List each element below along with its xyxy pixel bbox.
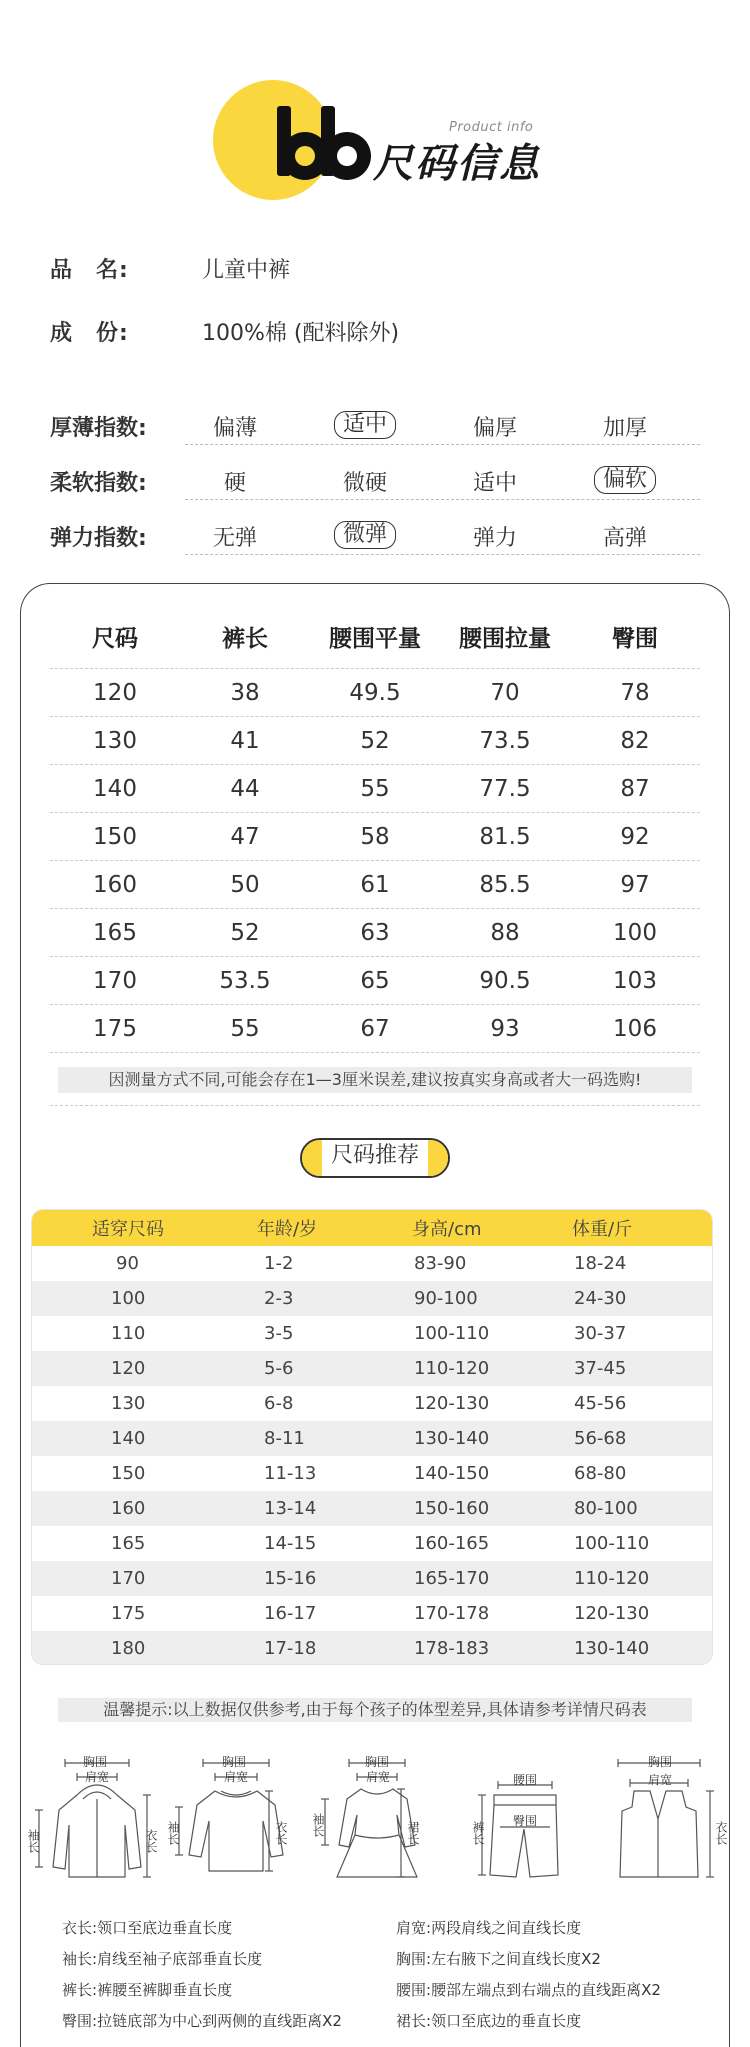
table-cell: 16-17 — [264, 1603, 317, 1624]
table-cell: 165 — [111, 1533, 146, 1554]
table-cell: 165-170 — [414, 1568, 490, 1589]
def-term: 臀围: — [62, 2012, 98, 2030]
table-cell: 82 — [620, 727, 650, 754]
table-row — [32, 1561, 712, 1596]
table-cell: 90.5 — [479, 967, 531, 994]
table-cell: 110-120 — [414, 1358, 490, 1379]
info-row-name — [50, 253, 290, 284]
index-option-selected — [315, 411, 415, 439]
measurement-note: 因测量方式不同,可能会存在1—3厘米误差,建议按真实身高或者大一码选购! — [58, 1067, 692, 1093]
def-term: 腰围: — [396, 1981, 432, 1999]
table-cell: 61 — [360, 871, 390, 898]
table-cell: 63 — [360, 919, 390, 946]
bb-logo-icon — [275, 106, 375, 186]
table-row — [32, 1491, 712, 1526]
def-desc: 肩线至袖子底部垂直长度 — [97, 1950, 263, 1968]
label-chest: 胸围 — [365, 1755, 390, 1769]
table-cell: 110-120 — [574, 1568, 650, 1589]
label-shoulder: 肩宽 — [224, 1770, 249, 1784]
table-cell: 170 — [111, 1568, 146, 1589]
recommend-title-pill — [300, 1138, 450, 1178]
def-term: 胸围: — [396, 1950, 432, 1968]
definition-shoulder — [396, 1917, 581, 1938]
definition-waist — [396, 1979, 661, 2000]
info-label: 品 名: — [50, 258, 129, 283]
index-option-selected — [315, 521, 415, 549]
dashed-divider — [185, 554, 700, 555]
table-cell: 120 — [93, 679, 137, 706]
reference-tip: 温馨提示:以上数据仅供参考,由于每个孩子的体型差异,具体请参考详情尺码表 — [58, 1698, 692, 1722]
label-length: 裤长 — [471, 1821, 485, 1845]
table-cell: 38 — [230, 679, 260, 706]
table-cell: 100-110 — [574, 1533, 650, 1554]
table-cell: 87 — [620, 775, 650, 802]
table-cell: 37-45 — [574, 1358, 627, 1379]
recommend-header-row — [32, 1210, 712, 1246]
table-cell: 56-68 — [574, 1428, 627, 1449]
table-cell: 140-150 — [414, 1463, 490, 1484]
table-cell: 106 — [613, 1015, 657, 1042]
table-cell: 3-5 — [264, 1323, 294, 1344]
table-cell: 30-37 — [574, 1323, 627, 1344]
table-cell: 68-80 — [574, 1463, 627, 1484]
label-shoulder: 肩宽 — [648, 1773, 673, 1787]
definition-chest — [396, 1948, 601, 1969]
def-desc: 左右腋下之间直线长度X2 — [431, 1950, 601, 1968]
brand-logo — [213, 80, 553, 200]
table-row — [50, 861, 700, 909]
table-cell: 83-90 — [414, 1253, 467, 1274]
def-desc: 两段肩线之间直线长度 — [431, 1919, 582, 1937]
selected-marker: 微弹 — [334, 521, 396, 549]
table-cell: 150 — [111, 1463, 146, 1484]
table-cell: 44 — [230, 775, 260, 802]
size-table — [50, 605, 700, 1053]
table-cell: 81.5 — [479, 823, 531, 850]
index-option: 无弹 — [212, 526, 257, 551]
table-cell: 2-3 — [264, 1288, 294, 1309]
selected-marker: 偏软 — [594, 466, 656, 494]
label-shoulder: 肩宽 — [85, 1770, 110, 1784]
table-cell: 110 — [111, 1323, 146, 1344]
label-length: 衣长 — [274, 1821, 288, 1845]
index-option: 硬 — [223, 471, 246, 496]
def-desc: 领口至底边垂直长度 — [97, 1919, 233, 1937]
def-desc: 拉链底部为中心到两侧的直线距离X2 — [97, 2012, 342, 2030]
table-cell: 178-183 — [414, 1638, 490, 1659]
def-term: 裤长: — [62, 1981, 98, 1999]
recommend-table — [31, 1209, 713, 1665]
label-length: 衣长 — [714, 1821, 728, 1845]
definition-pants-length — [62, 1979, 232, 2000]
table-cell: 150-160 — [414, 1498, 490, 1519]
dress-figure — [305, 1755, 435, 1895]
definition-length — [62, 1917, 232, 1938]
table-cell: 58 — [360, 823, 390, 850]
softness-index — [50, 460, 700, 500]
header-cell: 裤长 — [222, 626, 268, 652]
pants-figure — [470, 1755, 600, 1895]
table-cell: 160 — [93, 871, 137, 898]
def-term: 袖长: — [62, 1950, 98, 1968]
label-sleeve: 袖长 — [311, 1813, 325, 1837]
table-cell: 130-140 — [574, 1638, 650, 1659]
dashed-divider — [185, 444, 700, 445]
table-cell: 100-110 — [414, 1323, 490, 1344]
table-cell: 13-14 — [264, 1498, 317, 1519]
table-row — [32, 1631, 712, 1665]
index-label: 弹力指数: — [50, 526, 147, 551]
elasticity-index — [50, 515, 700, 555]
table-cell: 70 — [490, 679, 520, 706]
table-cell: 140 — [111, 1428, 146, 1449]
table-cell: 150 — [93, 823, 137, 850]
header-cell: 臀围 — [612, 626, 658, 652]
label-sleeve: 袖长 — [26, 1829, 40, 1853]
selected-marker: 适中 — [334, 411, 396, 439]
definition-hip — [62, 2010, 342, 2031]
table-row — [50, 957, 700, 1005]
index-option: 偏薄 — [212, 416, 257, 441]
label-length: 衣长 — [144, 1829, 158, 1853]
sweater-figure — [165, 1755, 295, 1895]
table-cell: 17-18 — [264, 1638, 317, 1659]
table-row — [50, 1005, 700, 1053]
def-desc: 裤腰至裤脚垂直长度 — [97, 1981, 233, 1999]
table-cell: 170 — [93, 967, 137, 994]
label-shoulder: 肩宽 — [366, 1770, 391, 1784]
def-term: 衣长: — [62, 1919, 98, 1937]
table-cell: 170-178 — [414, 1603, 490, 1624]
table-cell: 52 — [360, 727, 390, 754]
table-cell: 180 — [111, 1638, 146, 1659]
table-cell: 130 — [111, 1393, 146, 1414]
table-cell: 78 — [620, 679, 650, 706]
table-cell: 65 — [360, 967, 390, 994]
table-cell: 175 — [111, 1603, 146, 1624]
index-option: 适中 — [472, 471, 517, 496]
dashed-divider — [185, 499, 700, 500]
index-option: 偏厚 — [472, 416, 517, 441]
table-cell: 120 — [111, 1358, 146, 1379]
label-hip: 臀围 — [513, 1814, 538, 1828]
table-row — [32, 1421, 712, 1456]
table-cell: 14-15 — [264, 1533, 317, 1554]
table-cell: 15-16 — [264, 1568, 317, 1589]
table-row — [50, 909, 700, 957]
table-cell: 160 — [111, 1498, 146, 1519]
index-option: 弹力 — [472, 526, 517, 551]
table-cell: 8-11 — [264, 1428, 305, 1449]
table-cell: 175 — [93, 1015, 137, 1042]
header-cell: 尺码 — [92, 626, 138, 652]
table-row — [50, 765, 700, 813]
table-cell: 100 — [111, 1288, 146, 1309]
table-cell: 100 — [613, 919, 657, 946]
table-cell: 93 — [490, 1015, 520, 1042]
table-row — [50, 813, 700, 861]
info-row-material — [50, 316, 399, 347]
table-cell: 165 — [93, 919, 137, 946]
label-chest: 胸围 — [222, 1755, 247, 1769]
def-desc: 腰部左端点到右端点的直线距离X2 — [431, 1981, 661, 1999]
thickness-index — [50, 405, 700, 445]
table-cell: 5-6 — [264, 1358, 294, 1379]
def-desc: 领口至底边的垂直长度 — [431, 2012, 582, 2030]
recommend-title: 尺码推荐 — [330, 1143, 419, 1168]
index-option-selected — [575, 466, 675, 494]
table-cell: 53.5 — [219, 967, 271, 994]
table-row — [32, 1526, 712, 1561]
table-cell: 1-2 — [264, 1253, 294, 1274]
table-row — [32, 1386, 712, 1421]
definition-sleeve — [62, 1948, 262, 1969]
index-option: 高弹 — [602, 526, 647, 551]
table-row — [32, 1246, 712, 1281]
vest-figure — [600, 1755, 730, 1895]
table-cell: 120-130 — [574, 1603, 650, 1624]
table-row — [50, 669, 700, 717]
definition-skirt-length — [396, 2010, 581, 2031]
table-cell: 80-100 — [574, 1498, 638, 1519]
table-cell: 24-30 — [574, 1288, 627, 1309]
header-cell: 适穿尺码 — [92, 1219, 164, 1240]
info-value: 儿童中裤 — [202, 258, 291, 283]
table-cell: 73.5 — [479, 727, 531, 754]
header-cell: 身高/cm — [412, 1219, 482, 1240]
table-cell: 88 — [490, 919, 520, 946]
header-cell: 年龄/岁 — [257, 1219, 318, 1240]
info-label: 成 份: — [50, 321, 129, 346]
table-cell: 130-140 — [414, 1428, 490, 1449]
table-cell: 77.5 — [479, 775, 531, 802]
def-term: 裙长: — [396, 2012, 432, 2030]
table-row — [50, 717, 700, 765]
table-cell: 49.5 — [349, 679, 401, 706]
size-table-header — [50, 605, 700, 669]
dashed-divider — [50, 1105, 700, 1106]
table-cell: 160-165 — [414, 1533, 490, 1554]
table-cell: 41 — [230, 727, 260, 754]
header-cell: 腰围拉量 — [459, 626, 551, 652]
table-cell: 47 — [230, 823, 260, 850]
table-row — [32, 1281, 712, 1316]
table-cell: 90 — [116, 1253, 139, 1274]
table-cell: 55 — [360, 775, 390, 802]
index-option: 加厚 — [602, 416, 647, 441]
table-cell: 120-130 — [414, 1393, 490, 1414]
label-sleeve: 袖长 — [166, 1821, 180, 1845]
table-cell: 52 — [230, 919, 260, 946]
table-cell: 130 — [93, 727, 137, 754]
label-length: 裙长 — [406, 1821, 420, 1845]
table-row — [32, 1316, 712, 1351]
table-cell: 6-8 — [264, 1393, 294, 1414]
table-cell: 90-100 — [414, 1288, 478, 1309]
table-cell: 85.5 — [479, 871, 531, 898]
header-cell: 腰围平量 — [329, 626, 421, 652]
index-label: 厚薄指数: — [50, 416, 147, 441]
table-row — [32, 1456, 712, 1491]
index-label: 柔软指数: — [50, 471, 147, 496]
table-cell: 11-13 — [264, 1463, 317, 1484]
table-cell: 103 — [613, 967, 657, 994]
table-cell: 97 — [620, 871, 650, 898]
header-title: 尺码信息 — [373, 141, 541, 187]
table-cell: 18-24 — [574, 1253, 627, 1274]
header-cell: 体重/斤 — [572, 1219, 633, 1240]
def-term: 肩宽: — [396, 1919, 432, 1937]
info-value: 100%棉 (配料除外) — [202, 321, 400, 346]
table-row — [32, 1596, 712, 1631]
table-cell: 45-56 — [574, 1393, 627, 1414]
label-chest: 胸围 — [83, 1755, 108, 1769]
table-cell: 140 — [93, 775, 137, 802]
index-option: 微硬 — [342, 471, 387, 496]
table-cell: 67 — [360, 1015, 390, 1042]
label-chest: 胸围 — [648, 1755, 673, 1769]
table-cell: 50 — [230, 871, 260, 898]
table-cell: 92 — [620, 823, 650, 850]
table-cell: 55 — [230, 1015, 260, 1042]
label-waist: 腰围 — [513, 1773, 538, 1787]
header-subtitle: Product info — [449, 120, 534, 135]
table-row — [32, 1351, 712, 1386]
jacket-figure — [25, 1755, 158, 1895]
